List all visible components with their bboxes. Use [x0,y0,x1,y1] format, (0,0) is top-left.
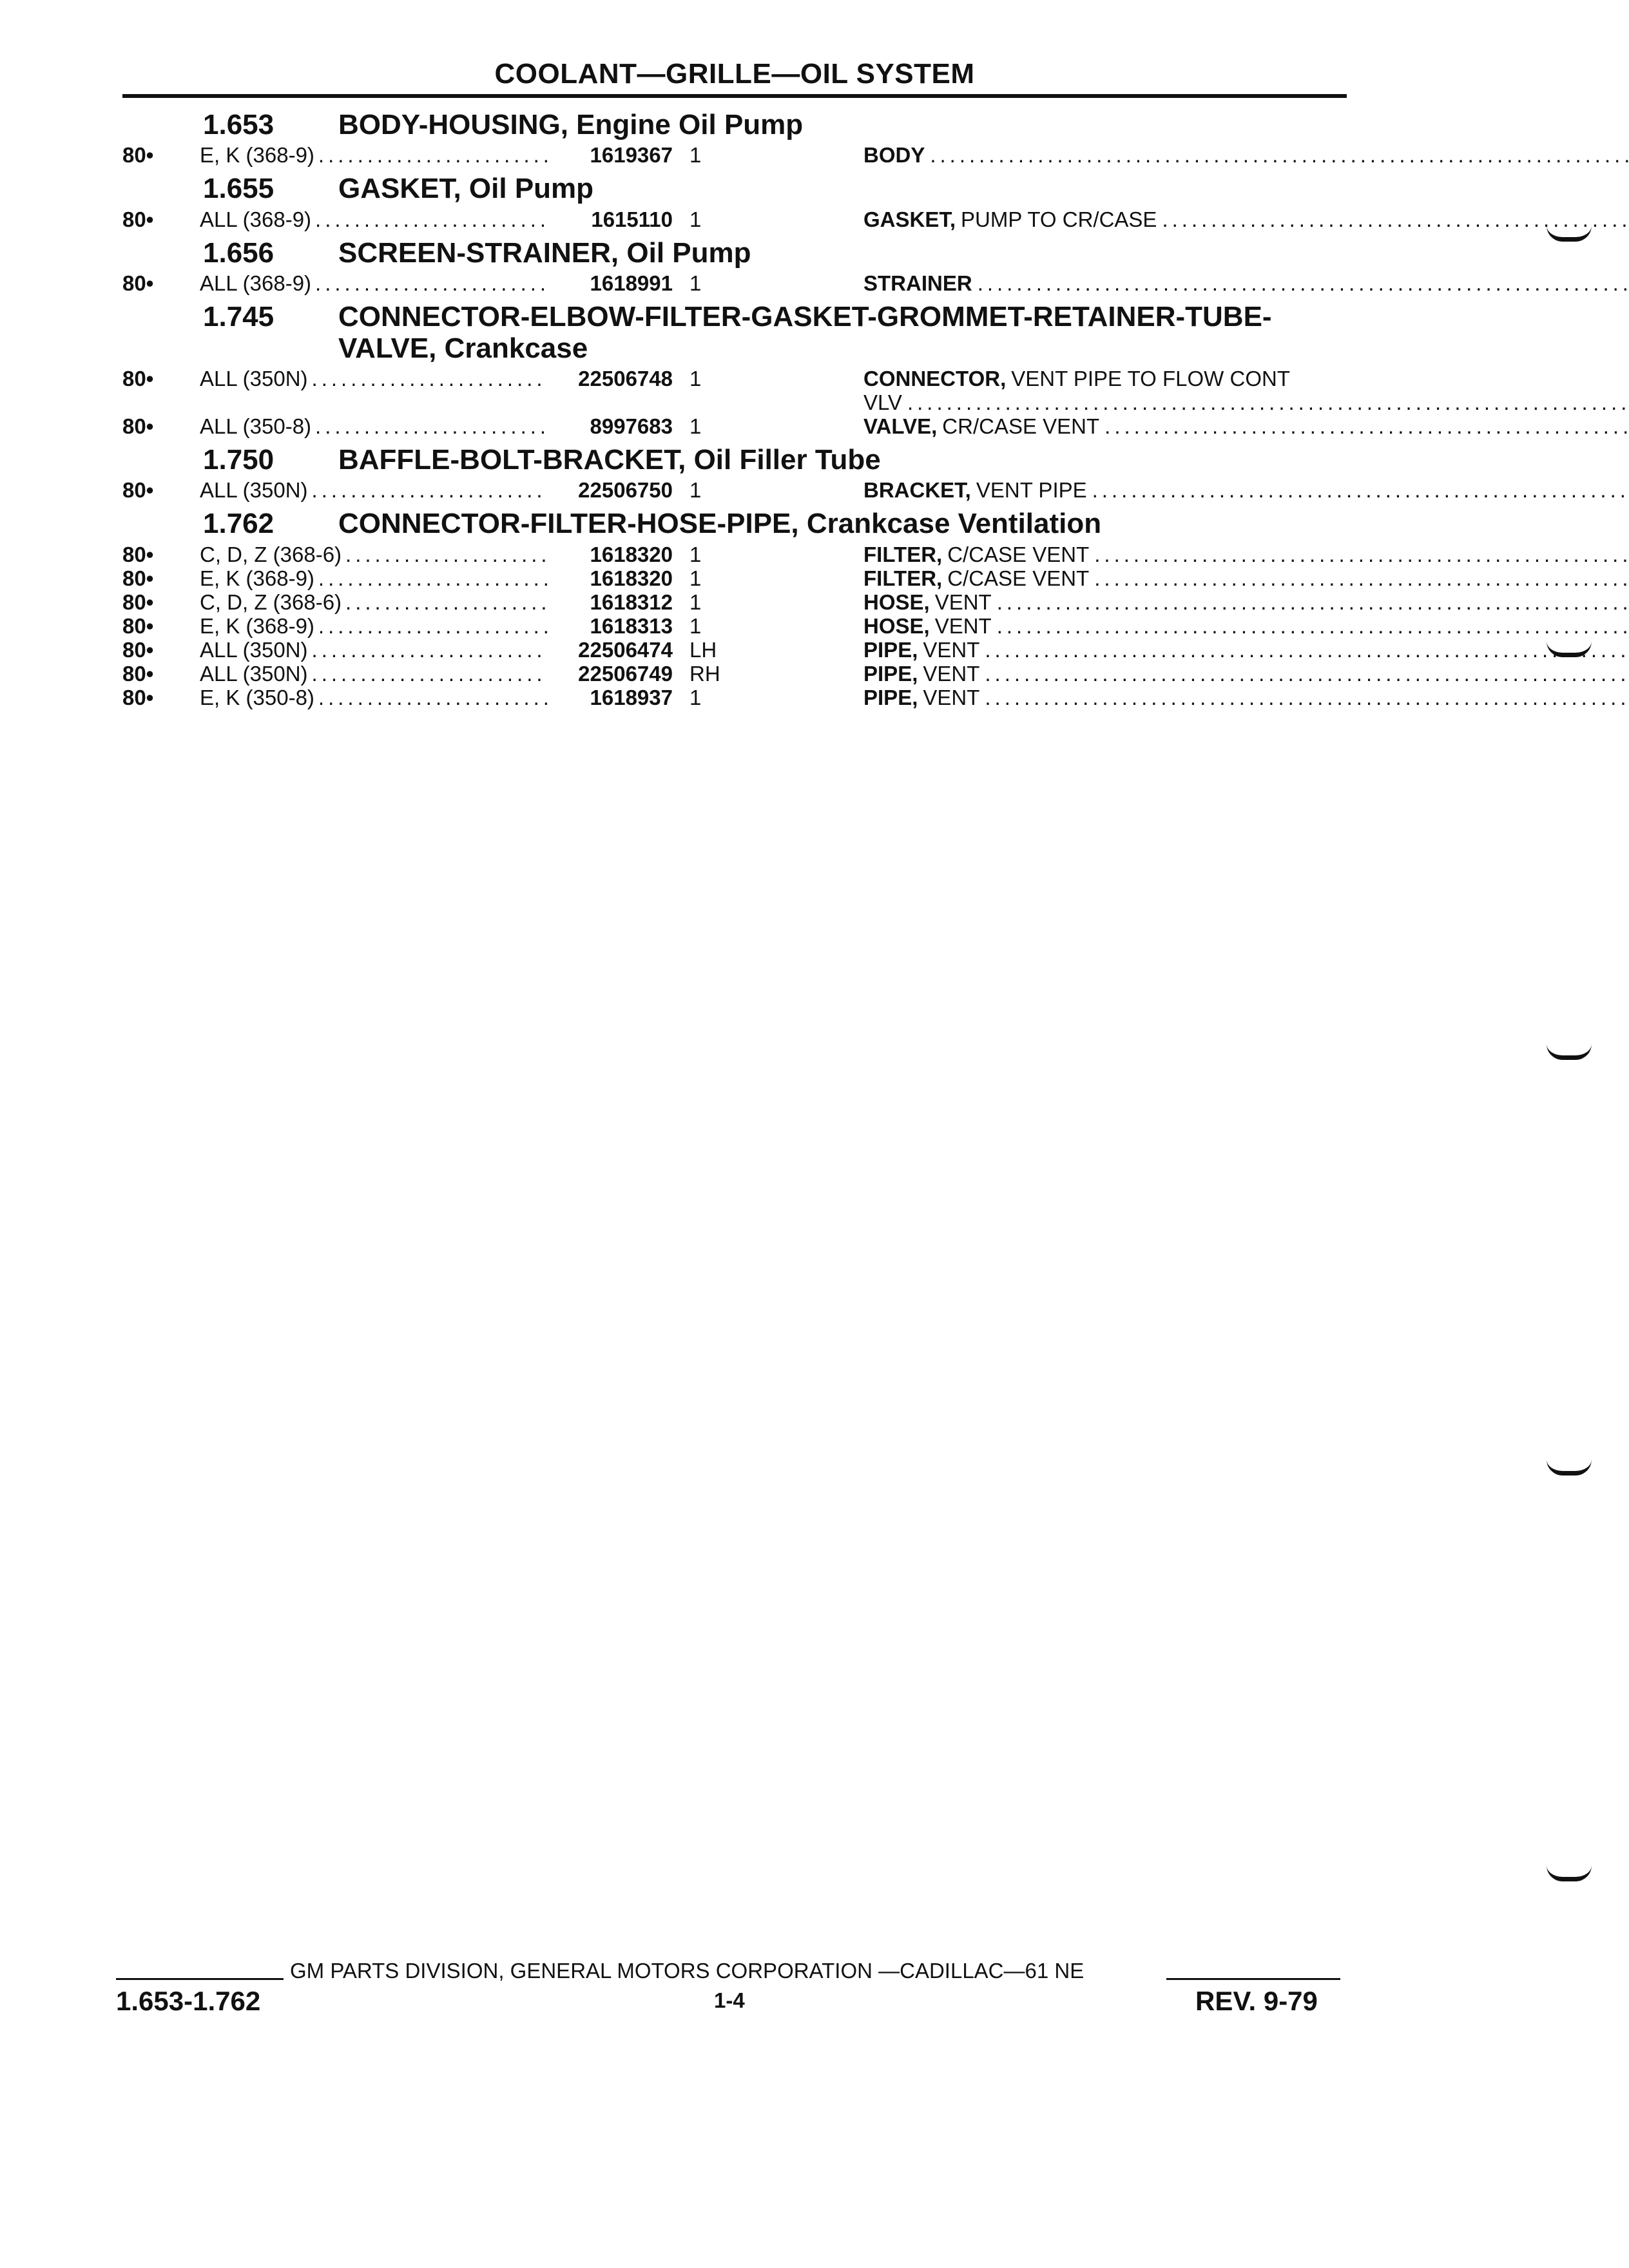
leader-dots [312,662,548,686]
leader-dots [315,207,548,231]
leader-dots [312,478,548,502]
part-row [122,662,1347,686]
part-row [122,590,1347,614]
application-text: ALL (350N) [200,637,308,662]
description-rest: VENT [923,637,980,662]
footer-revision: REV. 9-79 [1195,1986,1318,2016]
description-rest: C/CASE VENT [947,542,1090,566]
model-year: 80• [122,366,154,390]
application-text: ALL (368-9) [200,207,312,231]
group-name: GASKET, Oil Pump [338,173,594,205]
part-group [122,110,1347,167]
part-row [122,414,1347,438]
application-text: ALL (350N) [200,366,308,390]
description-bold: PIPE, [863,637,918,662]
description-line [863,271,1629,295]
application-text: E, K (368-9) [200,613,314,638]
leader-dots [1094,566,1629,590]
part-number: 1619367 [590,143,673,168]
description [863,590,1629,614]
part-number: 1618937 [590,685,673,709]
application-text: E, K (368-9) [200,143,314,168]
description-bold: CONNECTOR, [863,366,1007,390]
description-line [863,143,1629,167]
part-row [122,271,1347,295]
part-number: 1618312 [590,590,673,614]
description [863,414,1629,438]
description-bold: PIPE, [863,661,918,686]
footer-rule [116,1978,284,1980]
leader-dots [1092,478,1629,502]
description-rest: C/CASE VENT [947,566,1090,590]
footer-rule [1166,1978,1340,1980]
model-year: 80• [122,613,154,638]
leader-dots [997,614,1629,638]
model-year: 80• [122,414,154,438]
description-line [863,543,1629,566]
leader-dots [985,686,1629,709]
leader-dots [345,590,548,614]
description-line [863,614,1629,638]
part-row [122,478,1347,502]
leader-dots [985,638,1629,662]
part-number: 1618320 [590,566,673,590]
group-heading [122,445,1347,476]
application [200,271,548,295]
group-number: 1.750 [203,443,275,476]
group-heading [122,110,1347,140]
description-line [863,390,1629,414]
application-text: E, K (368-9) [200,566,314,590]
part-row [122,143,1347,167]
part-group [122,302,1347,438]
margin-mark [1547,1459,1592,1475]
description-bold: HOSE, [863,590,930,614]
part-row [122,367,1347,414]
part-group [122,445,1347,502]
description [863,478,1629,502]
leader-dots [985,662,1629,686]
quantity: 1 [689,542,702,566]
description [863,367,1629,414]
application-text: ALL (350N) [200,478,308,503]
leader-dots [1094,543,1629,566]
quantity: 1 [689,590,702,614]
description-bold: HOSE, [863,613,930,638]
description [863,143,1629,167]
description-rest: VENT PIPE TO FLOW CONT [1011,366,1290,390]
leader-dots [315,271,548,295]
margin-mark [1547,226,1592,242]
group-number: 1.656 [203,236,275,269]
page-title: COOLANT—GRILLE—OIL SYSTEM [494,58,975,90]
application [200,478,548,502]
part-row [122,686,1347,709]
part-number: 22506748 [578,366,673,390]
description [863,543,1629,566]
leader-dots [312,638,548,662]
part-number: 22506749 [578,661,673,686]
quantity: 1 [689,271,702,296]
part-row [122,614,1347,638]
quantity: 1 [689,207,702,231]
description-line [863,367,1629,390]
group-name: BAFFLE-BOLT-BRACKET, Oil Filler Tube [338,443,881,476]
group-number: 1.655 [203,173,275,205]
model-year: 80• [122,637,154,662]
group-number: 1.745 [203,301,275,333]
application-text: ALL (350N) [200,661,308,686]
description-rest: VENT [923,661,980,686]
model-year: 80• [122,542,154,566]
description-bold: FILTER, [863,542,943,566]
description [863,566,1629,590]
description-rest: VENT [934,613,992,638]
description-line [863,414,1629,438]
description [863,638,1629,662]
part-row [122,638,1347,662]
description-line [863,590,1629,614]
part-number: 1615110 [591,207,673,231]
leader-dots [312,367,548,390]
part-number: 8997683 [590,414,673,438]
description-line [863,478,1629,502]
header-rule [122,94,1347,98]
description [863,686,1629,709]
description-line [863,638,1629,662]
group-number: 1.653 [203,109,275,140]
description-line [863,662,1629,686]
application-text: ALL (368-9) [200,271,312,296]
leader-dots [318,143,548,167]
model-year: 80• [122,590,154,614]
leader-dots [318,686,548,709]
model-year: 80• [122,566,154,590]
application-text: E, K (350-8) [200,685,314,709]
quantity: LH [689,637,717,662]
margin-mark [1547,1044,1592,1060]
description [863,271,1629,295]
parts-list [122,103,1347,709]
description-bold: PIPE, [863,685,918,709]
group-heading [122,508,1347,539]
description [863,207,1629,231]
group-name: BODY-HOUSING, Engine Oil Pump [338,109,804,140]
leader-dots [997,590,1629,614]
footer-range: 1.653-1.762 [116,1986,261,2016]
description-bold: VALVE, [863,414,938,438]
leader-dots [1104,414,1629,438]
application-text: C, D, Z (368-6) [200,590,342,614]
application-text: ALL (350-8) [200,414,312,438]
part-row [122,207,1347,231]
quantity: 1 [689,366,702,390]
part-row [122,543,1347,566]
group-heading [122,302,1347,364]
quantity: RH [689,661,720,686]
application [200,143,548,167]
description-bold: BRACKET, [863,478,971,503]
application [200,590,548,614]
description-rest: VENT PIPE [976,478,1087,503]
leader-dots [907,390,1629,414]
description-rest: VENT [934,590,992,614]
application [200,686,548,709]
part-number: 22506474 [578,637,673,662]
margin-mark [1547,1865,1592,1881]
application [200,367,548,390]
description [863,614,1629,638]
part-group [122,508,1347,709]
description [863,662,1629,686]
description-bold: BODY [863,143,925,168]
description-line [863,207,1629,231]
leader-dots [978,271,1629,295]
group-name: CONNECTOR-FILTER-HOSE-PIPE, Crankcase Ventilation [338,508,1102,540]
application [200,566,548,590]
part-group [122,173,1347,231]
part-number: 22506750 [578,478,673,503]
leader-dots [315,414,548,438]
quantity: 1 [689,414,702,438]
description-rest: VENT [923,685,980,709]
model-year: 80• [122,661,154,686]
group-number: 1.762 [203,508,275,540]
part-number: 1618991 [590,271,673,296]
model-year: 80• [122,685,154,709]
description-continuation: VLV [863,390,902,414]
part-group [122,238,1347,295]
application [200,638,548,662]
part-number: 1618313 [590,613,673,638]
quantity: 1 [689,613,702,638]
group-heading [122,238,1347,269]
quantity: 1 [689,143,702,168]
application [200,662,548,686]
application [200,614,548,638]
group-name: SCREEN-STRAINER, Oil Pump [338,236,751,269]
description-bold: GASKET, [863,207,956,231]
description-rest: PUMP TO CR/CASE [961,207,1157,231]
quantity: 1 [689,685,702,709]
leader-dots [318,566,548,590]
group-name: CONNECTOR-ELBOW-FILTER-GASKET-GROMMET-RETAINER-TUBE-VALVE, Crankcase [338,301,1272,364]
footer-page-number: 1-4 [714,1988,745,2012]
quantity: 1 [689,478,702,503]
leader-dots [318,614,548,638]
model-year: 80• [122,478,154,503]
leader-dots [345,543,548,566]
part-row [122,566,1347,590]
description-line [863,566,1629,590]
description-bold: STRAINER [863,271,972,296]
part-number: 1618320 [590,542,673,566]
group-heading [122,173,1347,204]
model-year: 80• [122,271,154,296]
model-year: 80• [122,207,154,231]
leader-dots [930,143,1629,167]
description-bold: FILTER, [863,566,943,590]
application [200,207,548,231]
application [200,414,548,438]
application-text: C, D, Z (368-6) [200,542,342,566]
application [200,543,548,566]
quantity: 1 [689,566,702,590]
description-line [863,686,1629,709]
footer-corporation: GM PARTS DIVISION, GENERAL MOTORS CORPORATION —CADILLAC—61 NE [290,1959,1084,1983]
description-rest: CR/CASE VENT [942,414,1100,438]
model-year: 80• [122,143,154,168]
